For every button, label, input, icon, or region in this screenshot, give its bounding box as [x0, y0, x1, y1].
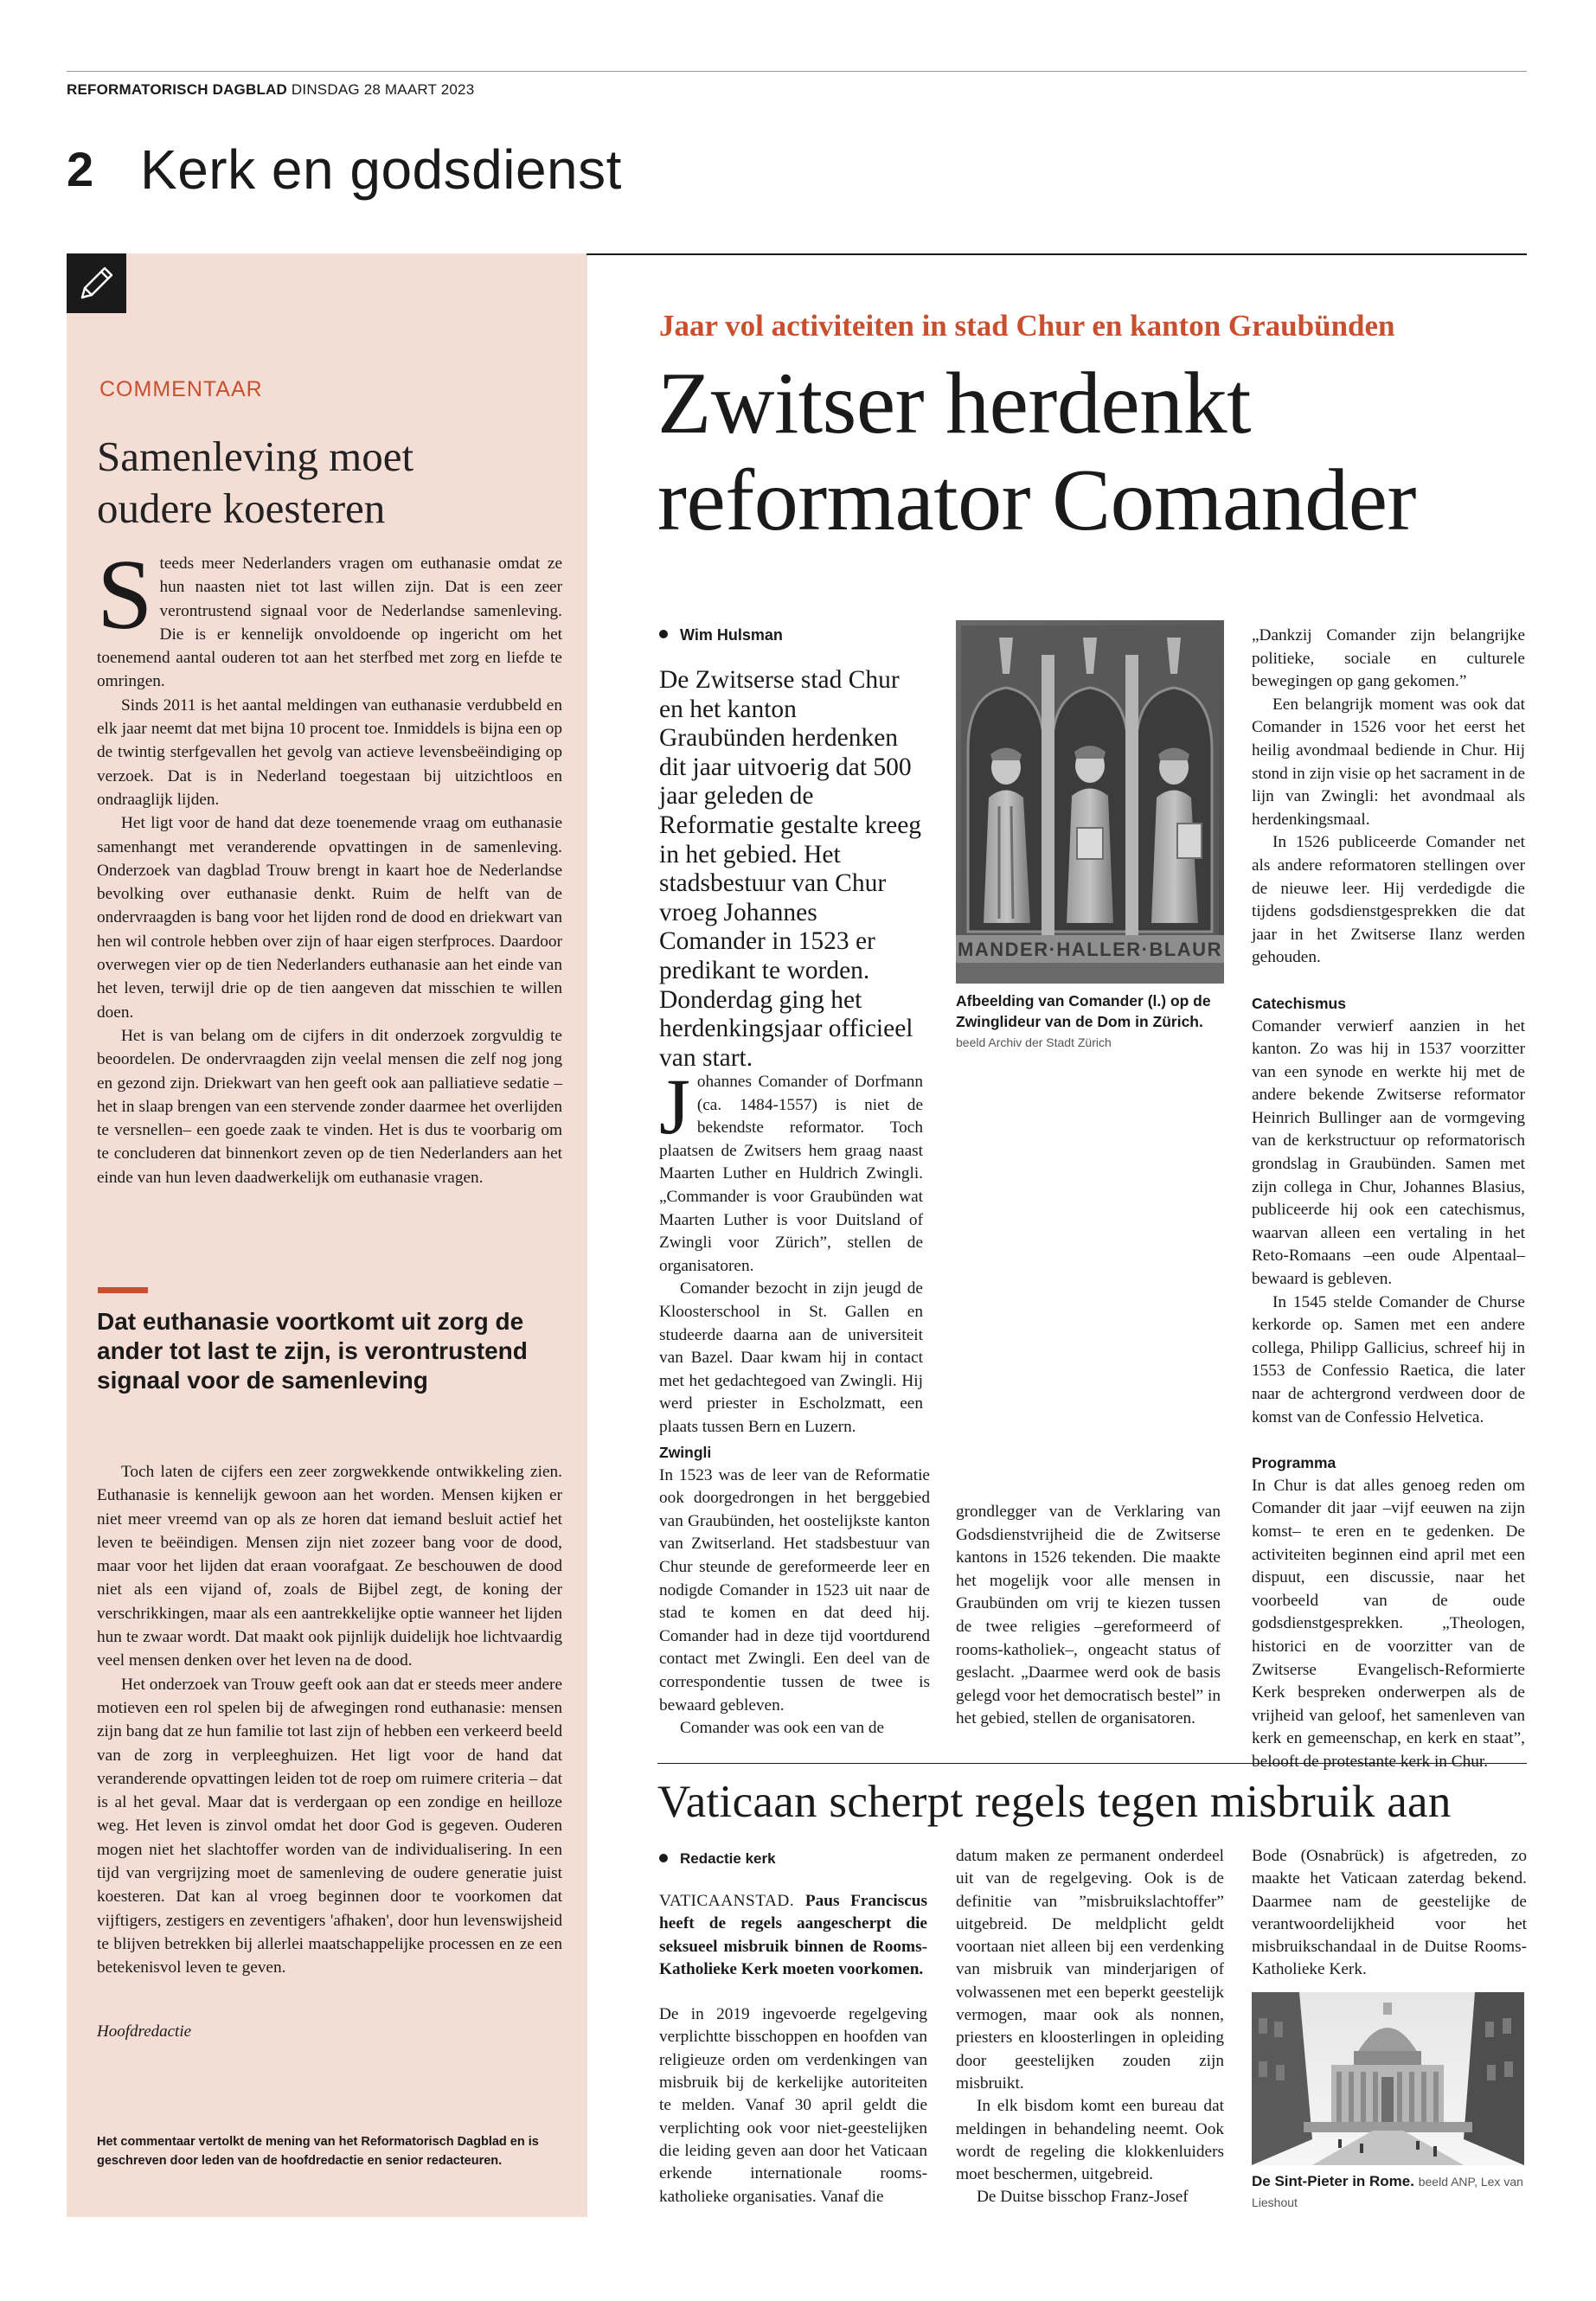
quote-accent-bar — [98, 1287, 148, 1293]
caption-text: De Sint-Pieter in Rome. — [1252, 2173, 1414, 2189]
article-subhead: Programma — [1252, 1454, 1336, 1472]
commentary-body — [97, 540, 562, 1189]
page-number: 2 — [67, 142, 94, 196]
article-subhead: Zwingli — [659, 1444, 712, 1461]
photo-caption — [956, 991, 1224, 1054]
article-body-col1-continued — [659, 1441, 930, 1740]
bullet-icon — [659, 1854, 668, 1862]
drop-cap: J — [659, 1062, 690, 1150]
article2-headline: Vaticaan scherpt regels tegen misbruik aan — [657, 1777, 1452, 1827]
top-rule — [67, 71, 1527, 72]
article2-paragraph: De in 2019 ingevoerde regelgeving verplichtte bisschoppen en hoofden van religieuze orden om verdenkingen van misbruik bij de kerkelijke autoriteiten te melden. Vanaf 30 april geldt die verplichting ook voor niet-geestelijken die leiding geven aan door het Vaticaan erkende internationale rooms-katholieke organisaties. Vanaf die — [659, 2005, 927, 2206]
commentary-label: COMMENTAAR — [99, 377, 263, 401]
bullet-icon — [659, 630, 668, 638]
article-top-rule — [586, 253, 1527, 255]
article-body-col3 — [1252, 625, 1525, 1774]
commentary-headline-line: oudere koesteren — [97, 484, 386, 532]
drop-cap: S — [97, 540, 153, 651]
article-paragraph: In 1526 publiceerde Comander net als andere reformatoren stellingen over de nieuwe leer. Hij verdedigde die tijdens godsdienstgesprekken die dat jaar in het Zwitserse Ilanz werden gehouden. — [1252, 833, 1525, 967]
commentary-paragraph: Sinds 2011 is het aantal meldingen van euthanasie verdubbeld en elk jaar neemt dat met bijna 10 procent toe. Inmiddels is bijna een op de twintig sterfgevallen het gevolg van actieve levensbeëindiging op verzoek. Dat is in Nederland toegestaan bij uitzichtloos en ondraaglijk lijden. — [97, 695, 562, 809]
article-kicker: Jaar vol activiteiten in stad Chur en kanton Graubünden — [659, 309, 1395, 343]
commentary-disclaimer: Het commentaar vertolkt de mening van het Reformatorisch Dagblad en is geschreven door leden van de hoofdredactie en senior redacteuren. — [97, 2135, 539, 2168]
pen-icon — [67, 253, 126, 313]
commentary-paragraph: Het is van belang om de cijfers in dit onderzoek zorgvuldig te beoordelen. De ondervraagden zijn veelal mensen die zelf nog jong en gezond zijn. Driekwart van hen geeft ook aan palliatieve sedatie –het in slaap brengen van een stervende zonder daarmee het overlijden te versnellen– een goede zaak te vinden. Het is dus te voorbarig om te concluderen dat binnenkort zeven op de tien Nederlanders aan het einde van hun leven daadwerkelijk om euthanasie vragen. — [97, 1026, 562, 1187]
commentary-body-continued — [97, 1460, 562, 1980]
commentary-headline-line: Samenleving moet — [97, 433, 414, 480]
article2-byline — [659, 1850, 776, 1868]
article2-col1 — [659, 1890, 927, 2208]
relief-inscription: MANDER·HALLER·BLAUR — [958, 939, 1222, 960]
section-title: Kerk en godsdienst — [140, 138, 622, 201]
article-paragraph: In Chur is dat alles genoeg reden om Comander dit jaar –vijf eeuwen na zijn komst– te eren en te gedenken. De activiteiten beginnen eind april met een dispuut, een discussie, naar het voorbeeld van de oude godsdienstgesprekken. „Theologen, historici en de voorzitter van de Zwitserse Evangelisch-Reformierte Kerk bespreken onderwerpen als de vrijheid van geloof, het samenleven van kerk en gemeenschap, en kerk en staat”, belooft de protestante kerk in Chur. — [1252, 1476, 1525, 1771]
pull-quote: Dat euthanasie voortkomt uit zorg de ander tot last te zijn, is verontrustend signaal voor de samenleving — [97, 1308, 528, 1394]
commentary-signature: Hoofdredactie — [97, 2022, 192, 2041]
article-paragraph: Comander bezocht in zijn jeugd de Kloosterschool in St. Gallen en studeerde daarna aan de universiteit van Bazel. Daar kwam hij in contact met het gedachtegoed van Zwingli. Hij werd priester in Escholzmatt, een plaats tussen Bern en Luzern. — [659, 1279, 923, 1436]
headline-line: Zwitser herdenkt — [657, 355, 1251, 452]
commentary-paragraph — [97, 540, 562, 694]
author-name: Wim Hulsman — [680, 626, 783, 644]
st-peters-photo — [1252, 1992, 1524, 2165]
commentary-paragraph: Toch laten de cijfers een zeer zorgwekkende ontwikkeling zien. Euthanasie is kennelijk gewoon aan het worden. Mensen kijken er niet meer vreemd van op als ze horen dat iemand besluit actief het leven te beëindigen. Mensen zijn niet zozeer bang voor de dood, maar voor het lijden dat eraan voorafgaat. Ze beschouwen de dood niet als een vijand of, zoals de Bijbel zegt, de koning der verschrikkingen, maar als een aantrekkelijke optie wanneer het lijden hun te zwaar wordt. Dat maakt ook pijnlijk duidelijk hoe lichtvaardig veel mensen denken over het leven na de dood. — [97, 1463, 562, 1670]
photo-caption — [1252, 2171, 1527, 2213]
headline-line: reformator Comander — [657, 452, 1416, 549]
issue-date: DINSDAG 28 MAART 2023 — [291, 81, 475, 98]
caption-text: Afbeelding van Comander (l.) op de Zwinglideur van de Dom in Zürich. — [956, 992, 1211, 1030]
article-paragraph: „Dankzij Comander zijn belangrijke politieke, sociale en culturele bewegingen op gang gekomen.” — [1252, 626, 1525, 691]
article-paragraph: Comander verwierf aanzien in het kanton. Zo was hij in 1537 voorzitter van een synode en werkte hij met de andere bekende Zwitserse reformator Heinrich Bullinger aan de vormgeving van de kerkstructuur op reformatorisch grondslag in Graubünden. Samen met zijn collega in Chur, Johannes Blasius, publiceerde hij ook een catechismus, waarvan alleen een vertaling in het Reto-Romaans –een oude Alpentaal– bewaard is gebleven. — [1252, 1016, 1525, 1289]
article2-paragraph: De Duitse bisschop Franz-Josef — [977, 2188, 1189, 2207]
article-paragraph: In 1545 stelde Comander de Churse kerkorde op. Samen met een andere collega, Philipp Gallicius, schreef hij in 1553 de Confessio Raetica, die later naar de achtergrond verdween door de komst van de Confessio Helvetica. — [1252, 1292, 1525, 1426]
commentary-paragraph: Het onderzoek van Trouw geeft ook aan dat er steeds meer andere motieven een rol spelen bij de afwegingen rond euthanasie: mensen zijn bang dat ze hun familie tot last zijn of hebben een verkeerd beeld van de zorg in verpleeghuizen. Het ligt voor de hand dat veranderende opvattingen leiden tot de roep om ruimere criteria – dat is al het geval. Maar dat is verdergaan op een zondige en heilloze weg. Het leven is zinvol omdat het door God is gegeven. Ouderen mogen niet het slachtoffer worden van de individualisering. In een tijd van vergrijzing moet de samenleving de oudere generatie juist koesteren. Dat kan al vroeg beginnen door te voorkomen dat vijftigers, zestigers en zeventigers 'afhaken', door hun levenswijsheid te blijven betrekken bij allerlei maatschappelijke processen en ze een betekenisvol leven te geven. — [97, 1675, 562, 1977]
article2-paragraph: In elk bisdom komt een bureau dat meldingen in behandeling neemt. Ook wordt de regeling die klokkenluiders moet beschermen, uitgebreid. — [956, 2097, 1224, 2184]
article2-paragraph: datum maken ze permanent onderdeel uit van de regelgeving. Ook is de definitie van ”misbruikslachtoffer” uitgebreid. De meldplicht geldt voortaan niet alleen bij een verdenking van misbruik van minderjarigen of volwassenen met een beperkt geestelijk vermogen, maar ook als nonnen, priesters en kloosterlingen in opleiding door geestelijken zouden zijn misbruikt. — [956, 1847, 1224, 2093]
paragraph-text: teeds meer Nederlanders vragen om euthanasie omdat ze hun naasten niet tot last willen zijn. Dat is een zeer verontrustend signaal voor de Nederlandse samenleving. Die is er kennelijk onvoldoende op ingericht om het toenemend aantal ouderen tot aan het sterfbed met zorg en liefde te omringen. — [97, 554, 562, 691]
article-body-col1 — [659, 1062, 923, 1439]
article-subhead: Catechismus — [1252, 994, 1346, 1012]
publication-name: REFORMATORISCH DAGBLAD — [67, 81, 287, 98]
dateline: VATICAANSTAD. — [659, 1892, 795, 1910]
article-byline — [659, 626, 783, 644]
article-headline — [657, 356, 1531, 549]
article2-intro — [659, 1890, 927, 1981]
article-paragraph — [659, 1062, 923, 1278]
commentary-headline — [97, 431, 564, 535]
article-body-col2 — [956, 1501, 1221, 1731]
article-paragraph: grondlegger van de Verklaring van Godsdienstvrijheid die de Zwitserse kantons in 1526 tekenden. Die maakte het mogelijk voor alle mensen in Graubünden om vrij te kiezen tussen de twee religies –gereformeerd of rooms-katholiek–, ongeacht status of geslacht. „Daarmee werd ook de basis gelegd voor het democratisch bestel” in het gebied, stellen de organisatoren. — [956, 1503, 1221, 1728]
article-paragraph: Comander was ook een van de — [680, 1719, 885, 1738]
article2-col2 — [956, 1845, 1224, 2209]
article2-top-rule — [657, 1763, 1527, 1764]
paragraph-text: ohannes Comander of Dorfmann (ca. 1484-1557) is niet de bekendste reformator. Toch plaatsen de Zwitsers hem graag naast Maarten Luther en Huldrich Zwingli. „Commander is voor Graubünden wat Maarten Luther is voor Duitsland of Zwingli voor Zürich”, stellen de organisatoren. — [659, 1073, 923, 1275]
article2-col3 — [1252, 1845, 1527, 1982]
commentary-paragraph: Het ligt voor de hand dat deze toenemende vraag om euthanasie samenhangt met veranderende opvattingen in de samenleving. Onderzoek van dagblad Trouw brengt in kaart hoe de Nederlandse bevolking over euthanasie denkt. Ruim de helft van de ondervraagden is bang voor het lijden rond de dood en driekwart van hen wil controle hebben over zijn of haar eigen sterfproces. Daardoor overwegen vier op de tien Nederlanders euthanasie aan het einde van het leven, terwijl drie op de tien aangeven dat misschien te willen doen. — [97, 814, 562, 1022]
comander-relief-photo — [956, 620, 1224, 984]
article-paragraph: In 1523 was de leer van de Reformatie ook doorgedrongen in het berggebied van Graubünden, het oostelijkste kanton van Zwitserland. Het stadsbestuur van Chur steunde de gereformeerde leer en nodigde Comander in 1523 uit naar de stad te komen en dat deed hij. Comander had in deze tijd voortdurend contact met Zwingli. Een deel van de correspondentie tussen de twee is bewaard gebleven. — [659, 1465, 930, 1715]
photo-credit: beeld ANP, Lex van Lieshout — [1252, 2175, 1523, 2209]
article2-paragraph: Bode (Osnabrück) is afgetreden, zo maakte het Vaticaan zaterdag bekend. Daarmee nam de geestelijke de verantwoordelijkheid voor het misbruikschandaal in de Duitse Rooms-Katholieke Kerk. — [1252, 1847, 1527, 1979]
masthead — [67, 81, 474, 99]
intro-text: Paus Franciscus heeft de regels aangescherpt die seksueel misbruik binnen de Rooms-Katholieke Kerk moeten voorkomen. — [659, 1892, 927, 1978]
photo-credit: beeld Archiv der Stadt Zürich — [956, 1035, 1112, 1049]
article-paragraph: Een belangrijk moment was ook dat Comander in 1526 voor het eerst het heilig avondmaal bediende in Chur. Hij stond in zijn visie op het sacrament in de lijn van Zwingli: het avondmaal als herdenkingsmaal. — [1252, 695, 1525, 829]
article-lead: De Zwitserse stad Chur en het kanton Graubünden herdenken dit jaar uitvoerig dat 500 jaar geleden de Reformatie gestalte kreeg in het gebied. Het stadsbestuur van Chur vroeg Johannes Comander in 1523 er predikant te worden. Donderdag ging het herdenkingsjaar officieel van start. — [659, 666, 922, 1072]
author-name: Redactie kerk — [680, 1850, 776, 1867]
